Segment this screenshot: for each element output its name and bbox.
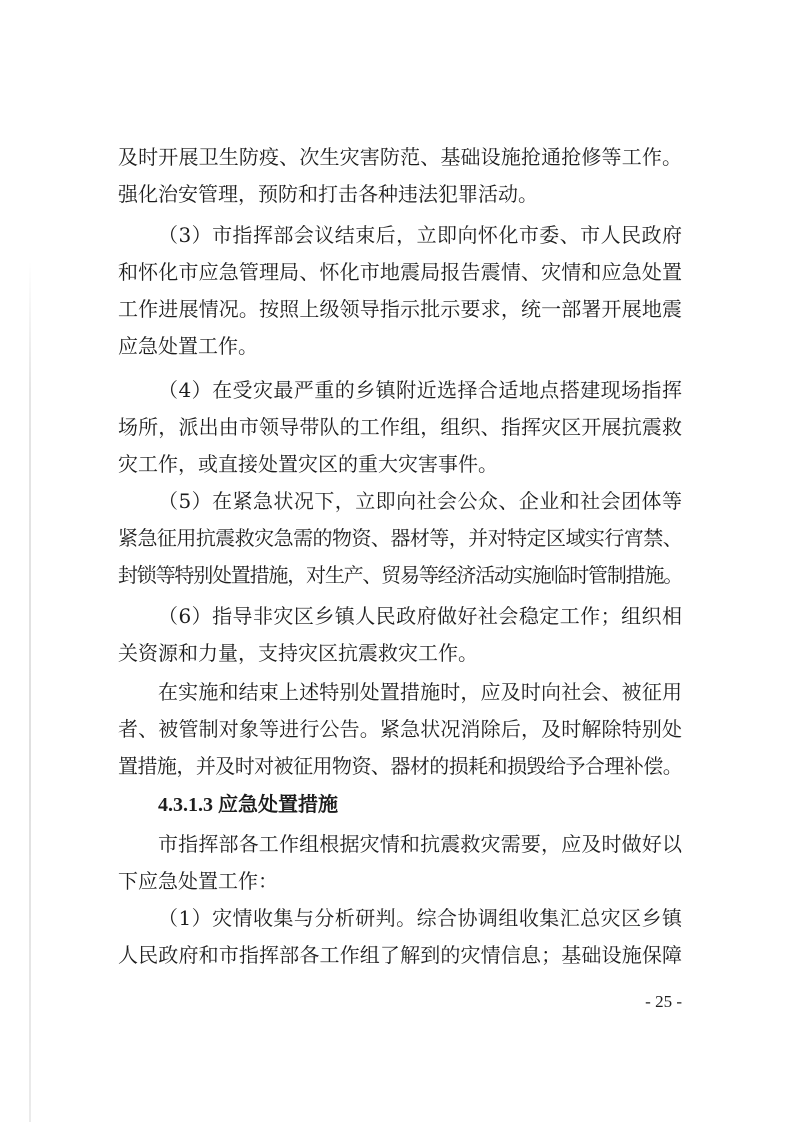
text-line: 灾工作，或直接处置灾区的重大灾害事件。 bbox=[118, 452, 498, 476]
section-heading-block bbox=[118, 787, 682, 824]
paragraph bbox=[118, 674, 682, 785]
text-line: 应急处置工作。 bbox=[118, 334, 258, 358]
section-heading: 4.3.1.3 应急处置措施 bbox=[158, 794, 338, 816]
text-line: （1）灾情收集与分析研判。综合协调组收集汇总灾区乡镇 bbox=[158, 906, 682, 930]
paragraph bbox=[118, 598, 682, 672]
text-line: （5）在紧急状况下，立即向社会公众、企业和社会团体等 bbox=[158, 489, 682, 513]
paragraph bbox=[118, 900, 682, 974]
paragraph bbox=[118, 483, 682, 594]
text-line: 工作进展情况。按照上级领导指示批示要求，统一部署开展地震 bbox=[118, 297, 682, 321]
paragraph bbox=[118, 217, 682, 365]
text-line: （4）在受灾最严重的乡镇附近选择合适地点搭建现场指挥 bbox=[158, 378, 682, 402]
page-number: - 25 - bbox=[645, 992, 682, 1011]
text-line: 在实施和结束上述特别处置措施时，应及时向社会、被征用 bbox=[158, 680, 682, 704]
text-line: 场所，派出由市领导带队的工作组，组织、指挥灾区开展抗震救 bbox=[118, 415, 682, 439]
text-line: 和怀化市应急管理局、怀化市地震局报告震情、灾情和应急处置 bbox=[118, 260, 682, 284]
text-line: 人民政府和市指挥部各工作组了解到的灾情信息；基础设施保障 bbox=[118, 943, 682, 967]
text-line: 紧急征用抗震救灾急需的物资、器材等，并对特定区域实行宵禁、 bbox=[118, 526, 682, 550]
text-line: 及时开展卫生防疫、次生灾害防范、基础设施抢通抢修等工作。 bbox=[118, 145, 682, 169]
text-line: 下应急处置工作： bbox=[118, 869, 278, 893]
text-line: 关资源和力量，支持灾区抗震救灾工作。 bbox=[118, 641, 478, 665]
body-text bbox=[118, 139, 682, 974]
text-line: 强化治安管理，预防和打击各种违法犯罪活动。 bbox=[118, 182, 538, 206]
text-line: 者、被管制对象等进行公告。紧急状况消除后，及时解除特别处 bbox=[118, 717, 682, 741]
text-line: 封锁等特别处置措施，对生产、贸易等经济活动实施临时管制措施。 bbox=[118, 563, 682, 587]
text-line: （6）指导非灾区乡镇人民政府做好社会稳定工作；组织相 bbox=[158, 604, 682, 628]
paragraph bbox=[118, 372, 682, 483]
paragraph bbox=[118, 139, 682, 213]
text-line: （3）市指挥部会议结束后，立即向怀化市委、市人民政府 bbox=[158, 223, 682, 247]
scan-edge-shadow bbox=[29, 260, 31, 1122]
text-line: 置措施，并及时对被征用物资、器材的损耗和损毁给予合理补偿。 bbox=[118, 754, 682, 778]
paragraph bbox=[118, 826, 682, 900]
text-line: 市指挥部各工作组根据灾情和抗震救灾需要，应及时做好以 bbox=[158, 832, 682, 856]
